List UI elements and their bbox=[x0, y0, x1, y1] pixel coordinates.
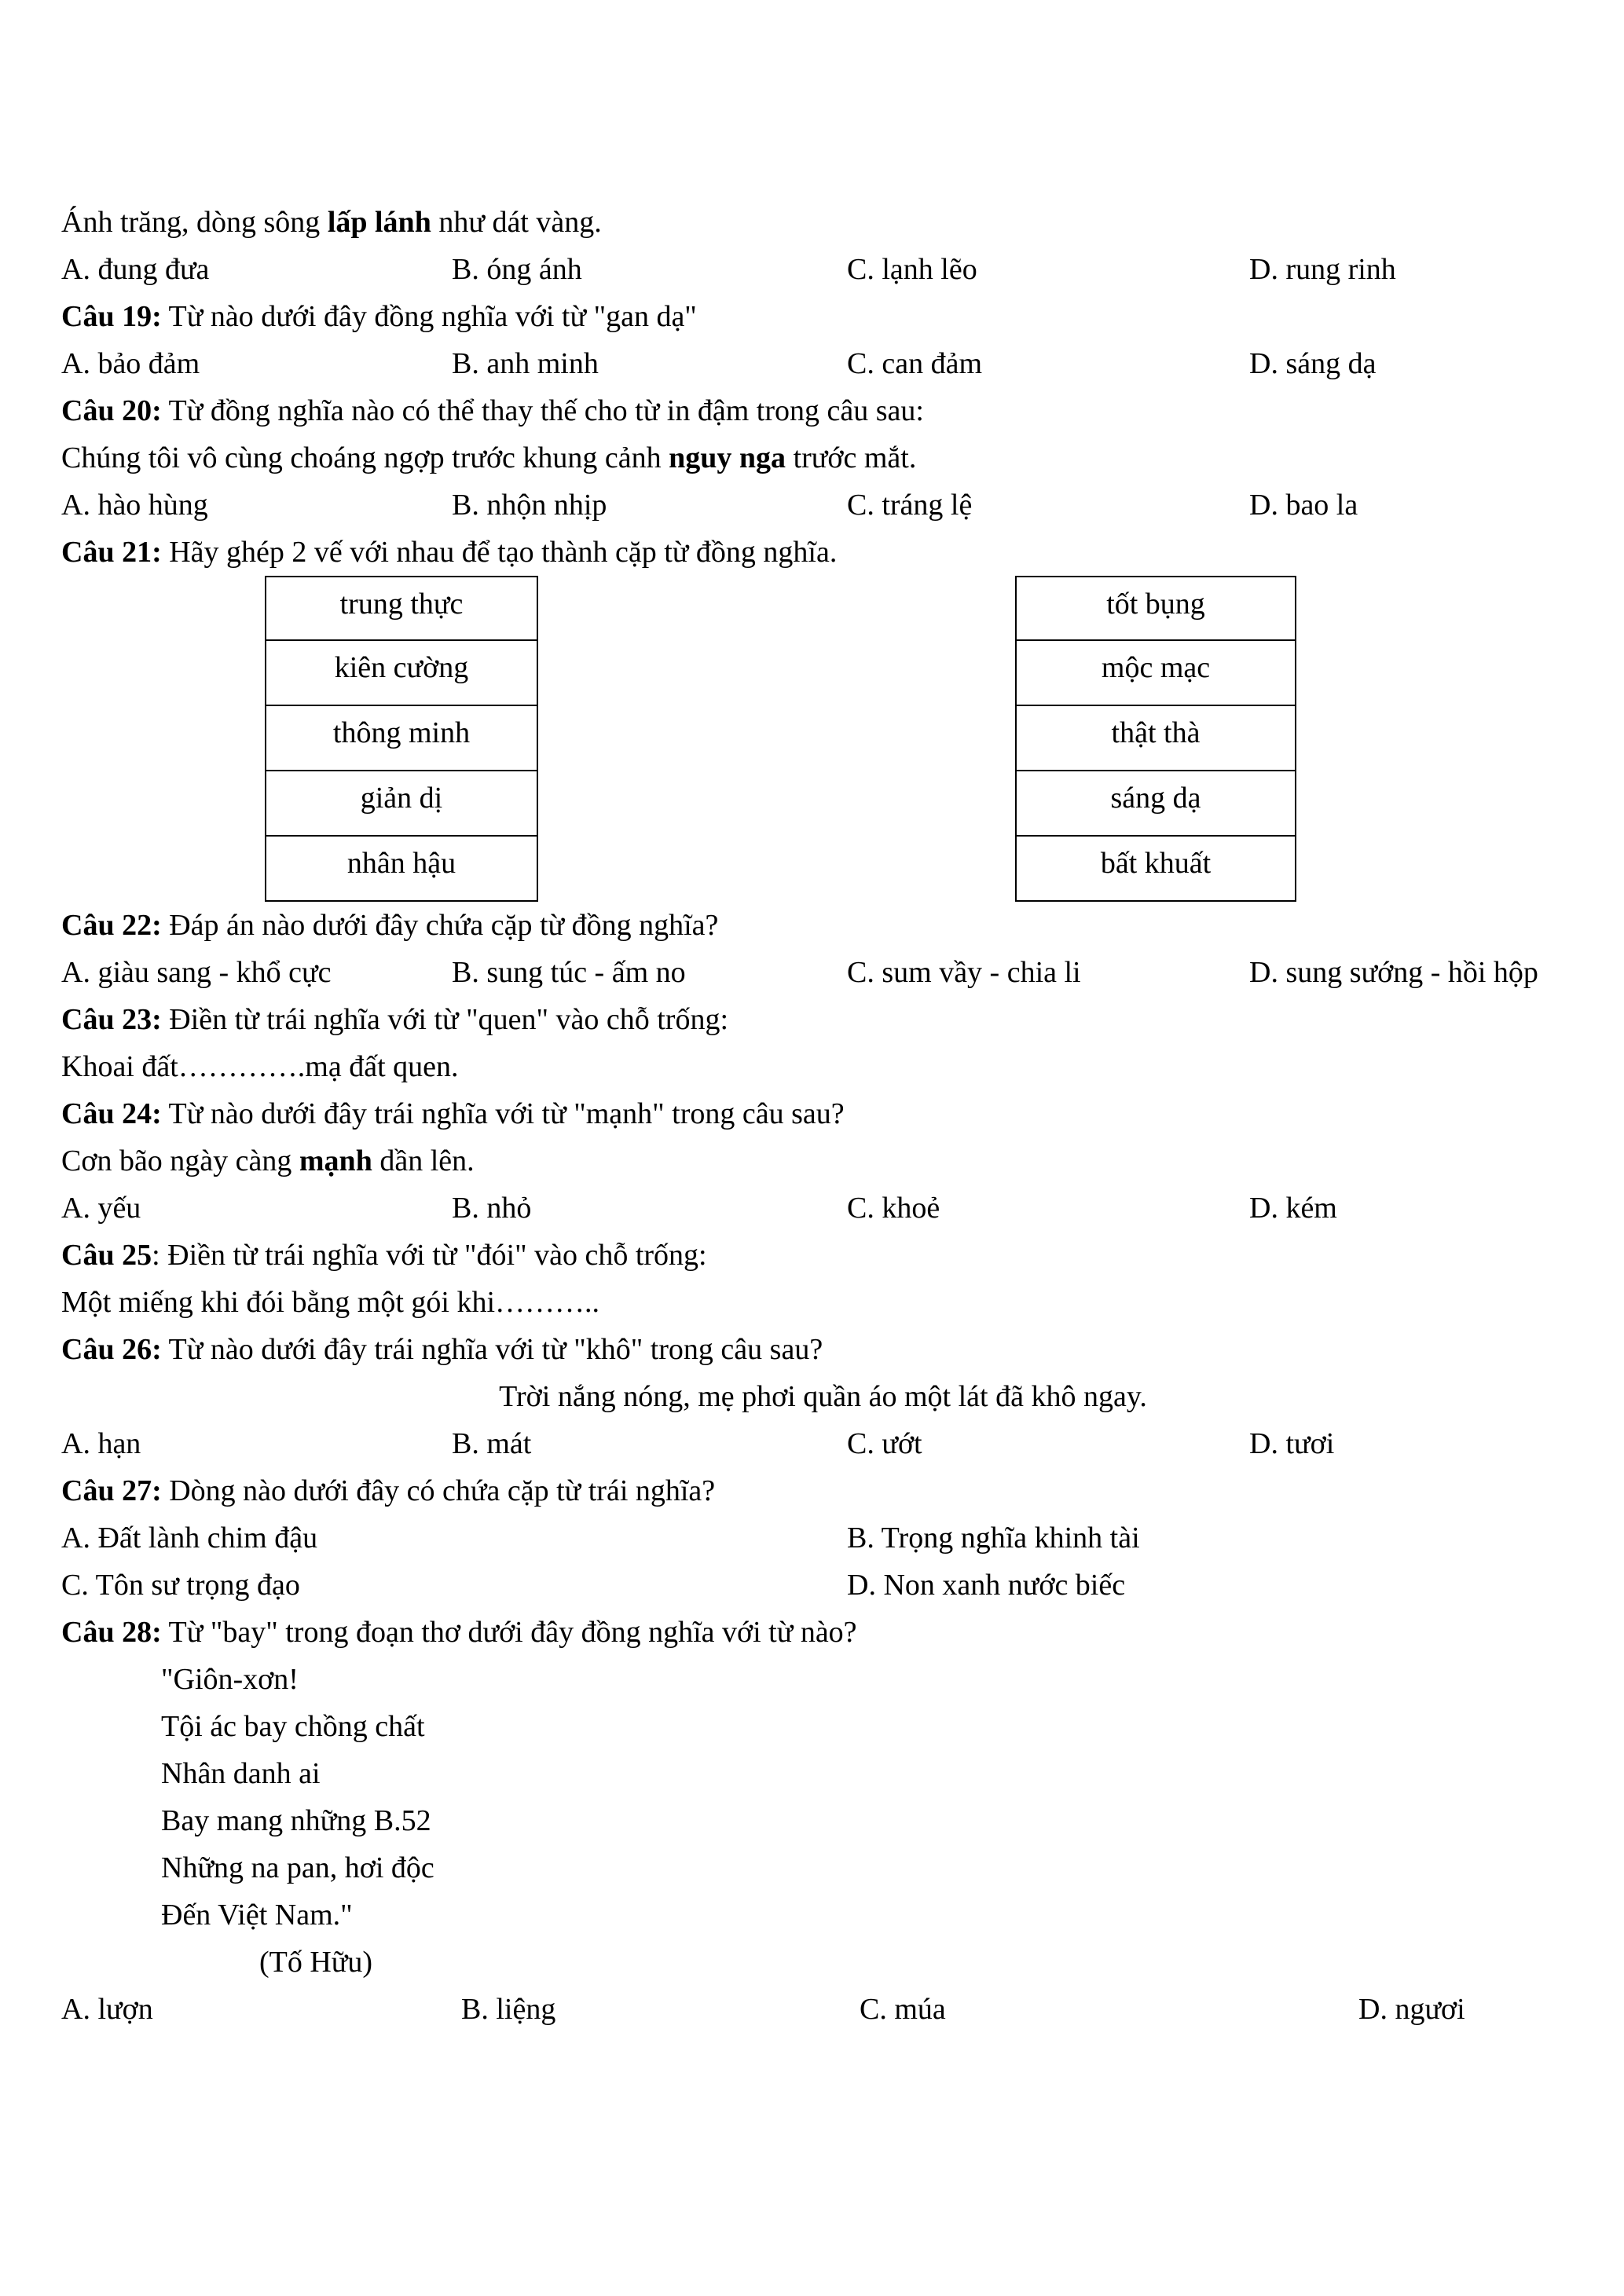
question-28-option-b: B. liệng bbox=[461, 1993, 556, 2026]
poem-line-2: Tội ác bay chồng chất bbox=[161, 1710, 425, 1743]
question-27 bbox=[61, 1467, 1585, 1514]
question-27-label: Câu 27: bbox=[61, 1474, 162, 1507]
question-27-option-a: A. Đất lành chim đậu bbox=[61, 1522, 318, 1554]
question-26-option-d: D. tươi bbox=[1249, 1427, 1335, 1460]
question-20-options-row bbox=[61, 482, 1585, 529]
lead-sentence-post: như dát vàng. bbox=[431, 206, 602, 239]
match-left-column bbox=[265, 576, 538, 902]
match-right-cell-5: bất khuất bbox=[1015, 837, 1296, 902]
question-24 bbox=[61, 1090, 1585, 1137]
poem-author: (Tố Hữu) bbox=[259, 1946, 373, 1979]
question-28-label: Câu 28: bbox=[61, 1616, 162, 1649]
question-23-label: Câu 23: bbox=[61, 1003, 162, 1036]
question-25-prompt: : Điền từ trái nghĩa với từ "đói" vào chỗ trống: bbox=[152, 1239, 707, 1272]
question-20-option-a: A. hào hùng bbox=[61, 489, 208, 522]
question-22-option-c: C. sum vầy - chia li bbox=[847, 956, 1081, 989]
match-right-cell-1: tốt bụng bbox=[1015, 576, 1296, 641]
question-19-option-b: B. anh minh bbox=[452, 347, 599, 380]
question-20-sentence bbox=[61, 434, 1585, 482]
poem-line-4: Bay mang những B.52 bbox=[161, 1804, 431, 1837]
question-19-prompt: Từ nào dưới đây đồng nghĩa với từ "gan dạ" bbox=[161, 300, 697, 333]
match-left-cell-2: kiên cường bbox=[265, 641, 538, 706]
poem-line-6: Đến Việt Nam." bbox=[161, 1899, 353, 1932]
match-left-cell-3: thông minh bbox=[265, 706, 538, 771]
question-22 bbox=[61, 902, 1585, 949]
question-20-option-d: D. bao la bbox=[1249, 489, 1358, 522]
question-26 bbox=[61, 1326, 1585, 1373]
question-21-matching-exercise bbox=[61, 576, 1585, 902]
match-right-cell-3: thật thà bbox=[1015, 706, 1296, 771]
question-21-prompt: Hãy ghép 2 vế với nhau để tạo thành cặp từ đồng nghĩa. bbox=[161, 536, 838, 569]
question-22-option-b: B. sung túc - ấm no bbox=[452, 956, 686, 989]
question-22-prompt: Đáp án nào dưới đây chứa cặp từ đồng nghĩa? bbox=[161, 909, 719, 942]
question-21-label: Câu 21: bbox=[61, 536, 162, 569]
question-25 bbox=[61, 1232, 1585, 1279]
question-25-label: Câu 25 bbox=[61, 1239, 152, 1272]
match-right-column bbox=[1015, 576, 1296, 902]
question-27-options-row-1 bbox=[61, 1514, 1585, 1562]
poem-line-1: "Giôn-xơn! bbox=[161, 1663, 299, 1696]
question-26-option-b: B. mát bbox=[452, 1427, 532, 1460]
lead-options-row bbox=[61, 246, 1585, 293]
question-21 bbox=[61, 529, 1585, 576]
match-right-cell-4: sáng dạ bbox=[1015, 771, 1296, 837]
question-28-options-row bbox=[61, 1986, 1585, 2033]
question-28-option-d: D. ngươi bbox=[1358, 1993, 1465, 2026]
question-26-sentence: Trời nắng nóng, mẹ phơi quần áo một lát đã khô ngay. bbox=[499, 1380, 1147, 1413]
question-27-option-d: D. Non xanh nước biếc bbox=[847, 1569, 1126, 1602]
question-27-prompt: Dòng nào dưới đây có chứa cặp từ trái nghĩa? bbox=[161, 1474, 716, 1507]
question-24-prompt: Từ nào dưới đây trái nghĩa với từ "mạnh" trong câu sau? bbox=[161, 1097, 845, 1130]
question-20-sentence-post: trước mắt. bbox=[786, 441, 917, 474]
question-23 bbox=[61, 996, 1585, 1043]
lead-option-a: A. đung đưa bbox=[61, 253, 210, 286]
question-24-sentence-pre: Cơn bão ngày càng bbox=[61, 1144, 299, 1177]
question-24-option-b: B. nhỏ bbox=[452, 1192, 532, 1225]
question-24-option-a: A. yếu bbox=[61, 1192, 141, 1225]
question-28-prompt: Từ "bay" trong đoạn thơ dưới đây đồng nghĩa với từ nào? bbox=[161, 1616, 857, 1649]
question-20-prompt: Từ đồng nghĩa nào có thể thay thế cho từ in đậm trong câu sau: bbox=[161, 394, 924, 427]
match-right-cell-2: mộc mạc bbox=[1015, 641, 1296, 706]
question-20 bbox=[61, 387, 1585, 434]
question-23-prompt: Điền từ trái nghĩa với từ "quen" vào chỗ trống: bbox=[161, 1003, 729, 1036]
lead-sentence bbox=[61, 199, 1585, 246]
lead-sentence-bold: lấp lánh bbox=[327, 206, 431, 239]
question-19-option-d: D. sáng dạ bbox=[1249, 347, 1377, 380]
question-22-options-row bbox=[61, 949, 1585, 996]
lead-option-c: C. lạnh lẽo bbox=[847, 253, 977, 286]
question-26-label: Câu 26: bbox=[61, 1333, 162, 1366]
question-24-options-row bbox=[61, 1185, 1585, 1232]
question-27-options-row-2 bbox=[61, 1562, 1585, 1609]
question-24-label: Câu 24: bbox=[61, 1097, 162, 1130]
question-20-option-b: B. nhộn nhịp bbox=[452, 489, 607, 522]
lead-option-d: D. rung rinh bbox=[1249, 253, 1396, 286]
question-22-label: Câu 22: bbox=[61, 909, 162, 942]
question-26-prompt: Từ nào dưới đây trái nghĩa với từ "khô" trong câu sau? bbox=[161, 1333, 823, 1366]
question-24-option-c: C. khoẻ bbox=[847, 1192, 940, 1225]
question-19-option-a: A. bảo đảm bbox=[61, 347, 200, 380]
question-28-option-a: A. lượn bbox=[61, 1993, 153, 2026]
question-22-option-a: A. giàu sang - khổ cực bbox=[61, 956, 332, 989]
question-19-label: Câu 19: bbox=[61, 300, 162, 333]
question-25-fill-line: Một miếng khi đói bằng một gói khi……….. bbox=[61, 1286, 600, 1319]
match-left-cell-1: trung thực bbox=[265, 576, 538, 641]
match-left-cell-4: giản dị bbox=[265, 771, 538, 837]
question-24-sentence-post: dần lên. bbox=[372, 1144, 475, 1177]
question-28 bbox=[61, 1609, 1585, 1656]
question-27-option-c: C. Tôn sư trọng đạo bbox=[61, 1569, 300, 1602]
question-27-option-b: B. Trọng nghĩa khinh tài bbox=[847, 1522, 1140, 1554]
question-20-sentence-pre: Chúng tôi vô cùng choáng ngợp trước khung cảnh bbox=[61, 441, 669, 474]
question-23-fill-line: Khoai đất………….mạ đất quen. bbox=[61, 1050, 459, 1083]
question-19-option-c: C. can đảm bbox=[847, 347, 983, 380]
question-24-sentence bbox=[61, 1137, 1585, 1185]
poem-line-3: Nhân danh ai bbox=[161, 1757, 321, 1790]
lead-option-b: B. óng ánh bbox=[452, 253, 582, 286]
question-19-options-row bbox=[61, 340, 1585, 387]
question-26-options-row bbox=[61, 1420, 1585, 1467]
question-19 bbox=[61, 293, 1585, 340]
question-26-option-c: C. ướt bbox=[847, 1427, 922, 1460]
question-20-sentence-bold: nguy nga bbox=[669, 441, 786, 474]
question-28-option-c: C. múa bbox=[860, 1993, 946, 2026]
lead-sentence-pre: Ánh trăng, dòng sông bbox=[61, 206, 328, 239]
question-20-label: Câu 20: bbox=[61, 394, 162, 427]
poem-line-5: Những na pan, hơi độc bbox=[161, 1851, 434, 1884]
question-22-option-d: D. sung sướng - hồi hộp bbox=[1249, 956, 1538, 989]
question-20-option-c: C. tráng lệ bbox=[847, 489, 973, 522]
match-left-cell-5: nhân hậu bbox=[265, 837, 538, 902]
question-24-option-d: D. kém bbox=[1249, 1192, 1337, 1225]
question-24-sentence-bold: mạnh bbox=[299, 1144, 372, 1177]
question-26-option-a: A. hạn bbox=[61, 1427, 141, 1460]
